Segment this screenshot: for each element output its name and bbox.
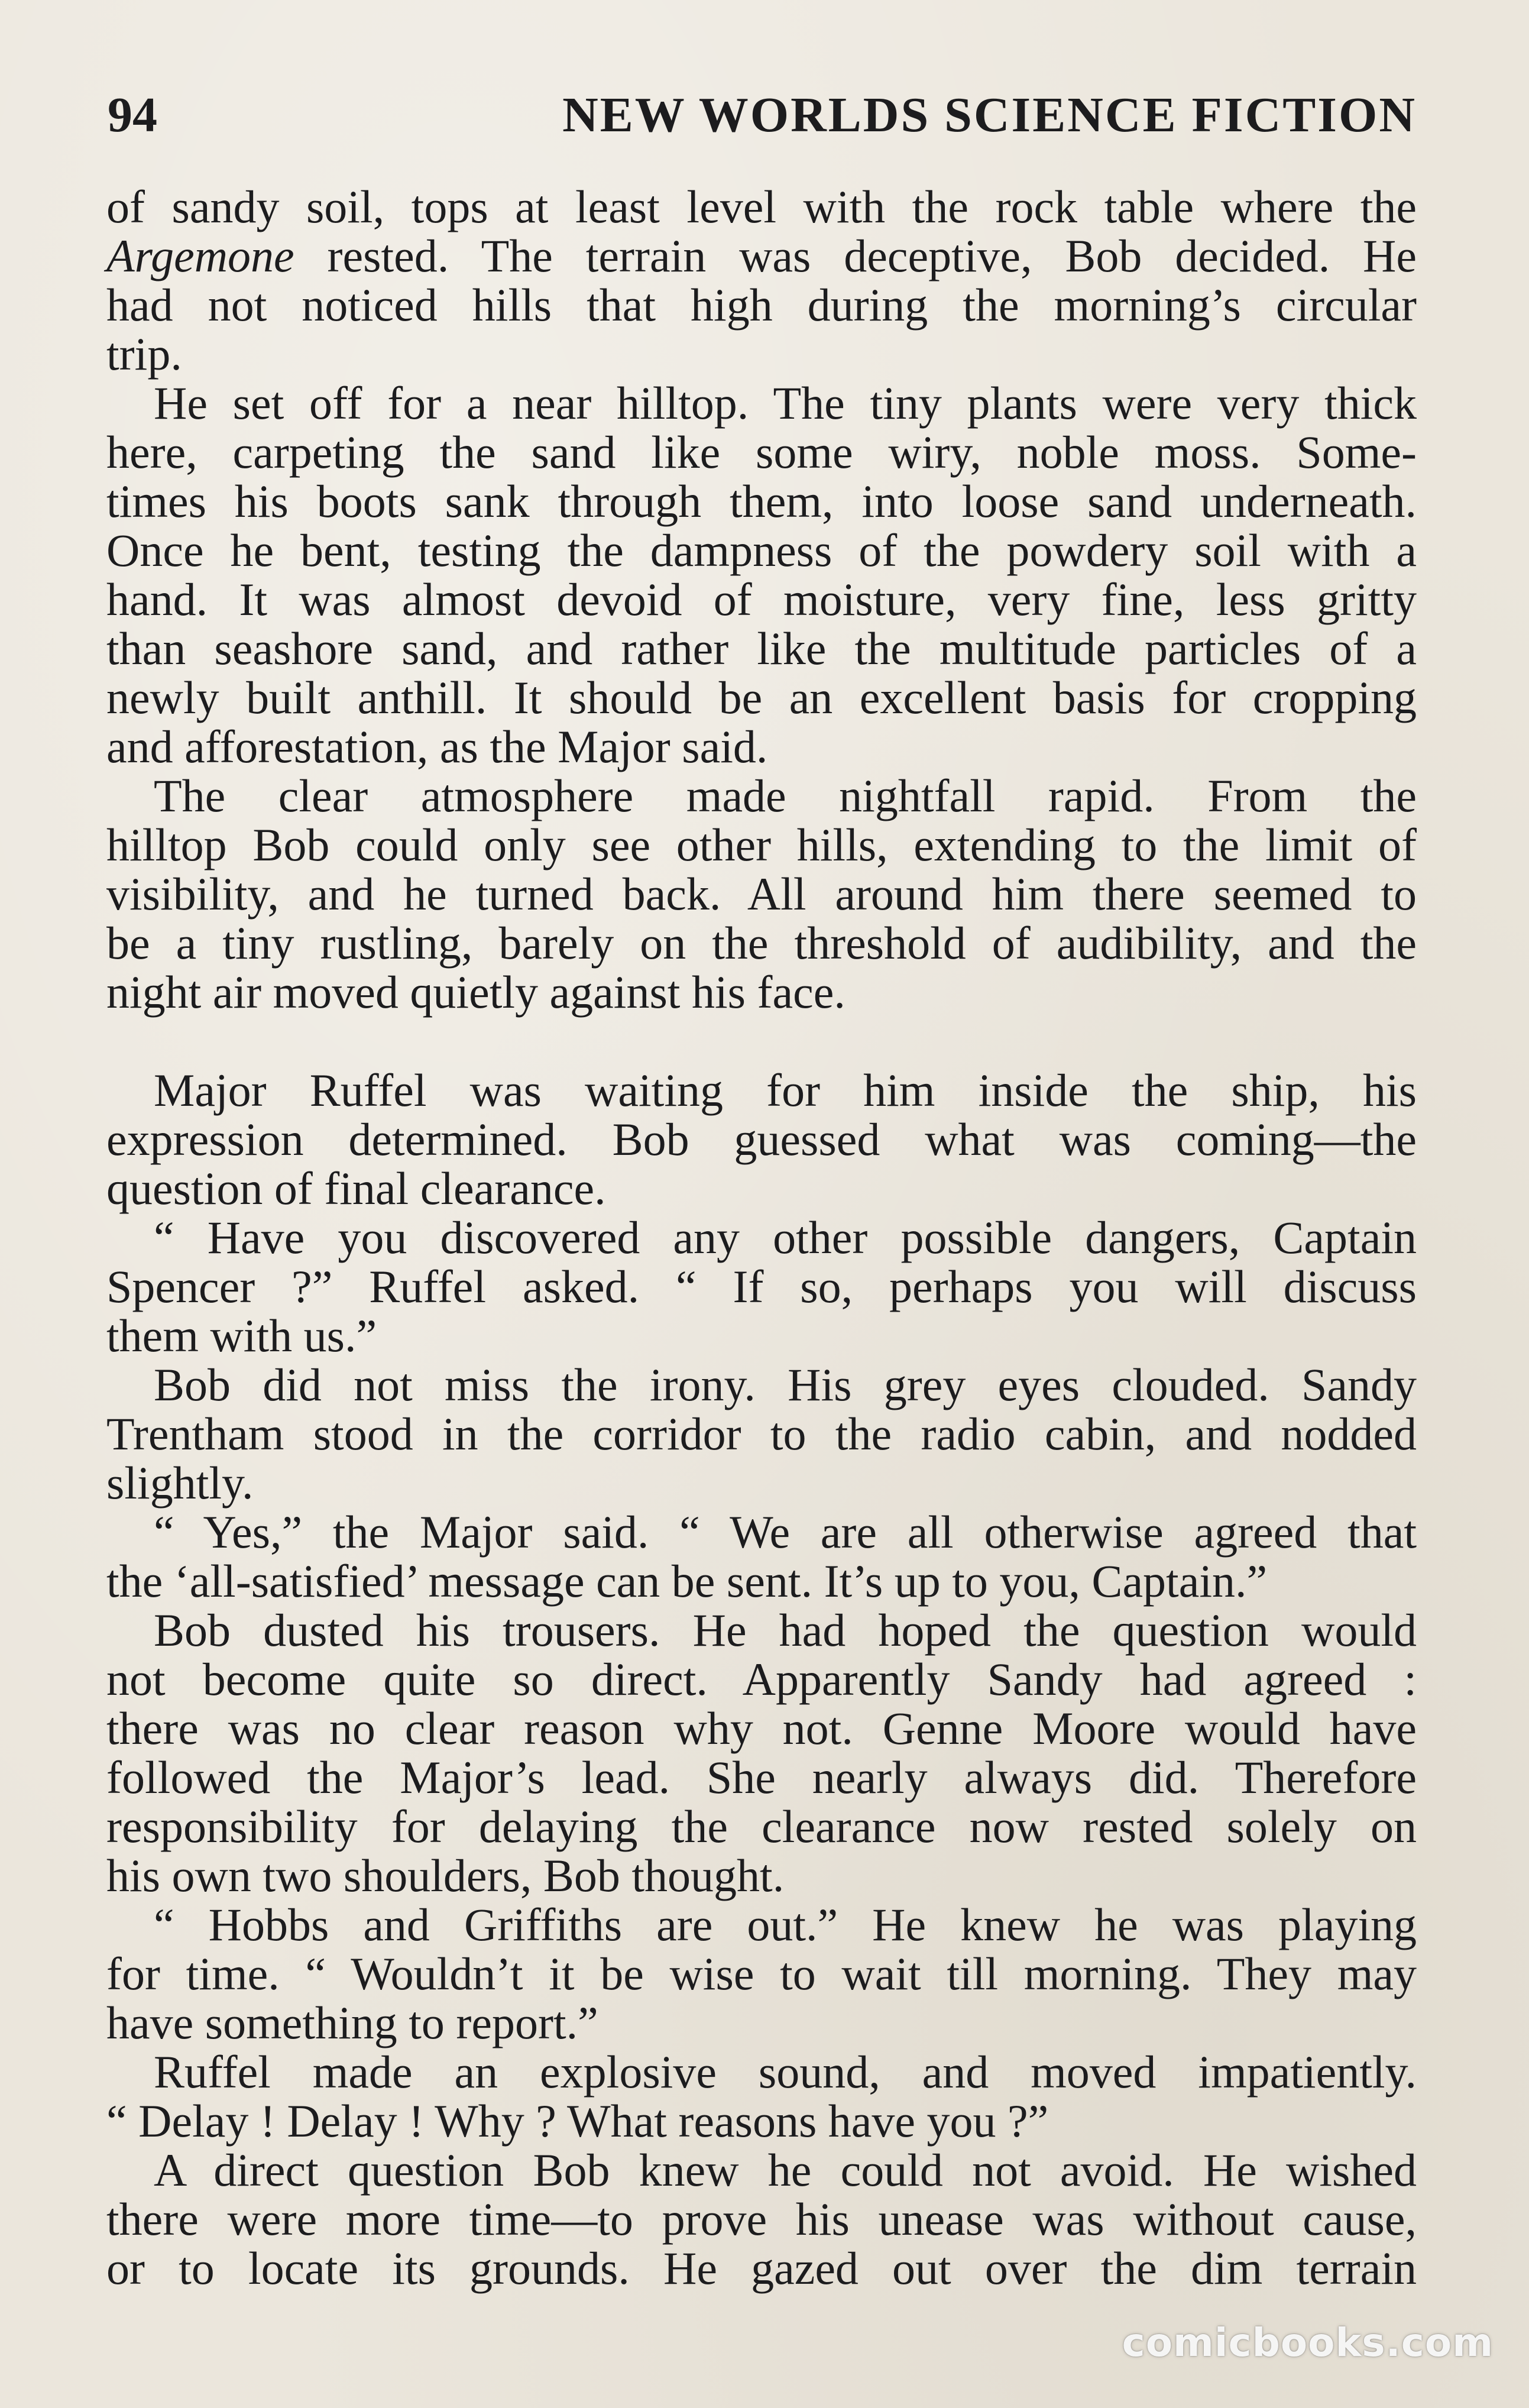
section-break <box>106 1017 1417 1066</box>
ship-name: Argemone <box>106 230 294 281</box>
text-line: hand. It was almost devoid of moisture, very fine, less gritty <box>106 574 1417 625</box>
body-text <box>106 182 1417 2293</box>
text-line: for time. “ Wouldn’t it be wise to wait till morning. They may <box>106 1948 1417 1999</box>
text-line: slightly. <box>106 1457 254 1509</box>
text-line: “ Hobbs and Griffiths are out.” He knew he was playing <box>154 1899 1417 1950</box>
text-line: not become quite so direct. Apparently Sandy had agreed : <box>106 1653 1417 1705</box>
text-line: of sandy soil, tops at least level with the rock table where the <box>106 181 1417 232</box>
text-line: followed the Major’s lead. She nearly always did. Therefore <box>106 1752 1417 1803</box>
text-line: and afforestation, as the Major said. <box>106 721 768 772</box>
text-line: question of final clearance. <box>106 1163 606 1214</box>
text-line: Major Ruffel was waiting for him inside the ship, his <box>154 1064 1417 1116</box>
text-line: trip. <box>106 328 182 380</box>
text-line: times his boots sank through them, into loose sand underneath. <box>106 475 1417 527</box>
text-line: A direct question Bob knew he could not avoid. He wished <box>154 2144 1417 2196</box>
site-watermark: comicbooks.com <box>1122 2320 1494 2365</box>
text-line: The clear atmosphere made nightfall rapid. From the <box>154 770 1417 821</box>
text-line: Argemone rested. The terrain was deceptive, Bob decided. He <box>106 230 1417 281</box>
text-line: there was no clear reason why not. Genne Moore would have <box>106 1703 1417 1754</box>
text-line: “ Delay ! Delay ! Why ? What reasons have you ?” <box>106 2095 1049 2147</box>
text-line: expression determined. Bob guessed what was coming—the <box>106 1114 1417 1165</box>
text-line: Trentham stood in the corridor to the radio cabin, and nodded <box>106 1408 1417 1459</box>
text-line: Ruffel made an explosive sound, and moved impatiently. <box>154 2046 1417 2098</box>
text-line: Once he bent, testing the dampness of the powdery soil with a <box>106 525 1417 576</box>
text-line: hilltop Bob could only see other hills, extending to the limit of <box>106 819 1417 870</box>
text-line: Spencer ?” Ruffel asked. “ If so, perhaps you will discuss <box>106 1261 1417 1312</box>
text-line: or to locate its grounds. He gazed out over the dim terrain <box>106 2242 1417 2294</box>
text-line: there were more time—to prove his unease was without cause, <box>106 2193 1417 2245</box>
page-number: 94 <box>108 88 157 143</box>
text-line: his own two shoulders, Bob thought. <box>106 1850 785 1901</box>
text-line: the ‘all-satisfied’ message can be sent. It’s up to you, Captain.” <box>106 1555 1268 1607</box>
running-head: NEW WORLDS SCIENCE FICTION <box>562 88 1417 143</box>
text-line: visibility, and he turned back. All around him there seemed to <box>106 868 1417 920</box>
text-line: night air moved quietly against his face. <box>106 966 846 1018</box>
text-line: them with us.” <box>106 1310 377 1361</box>
text-line: Bob did not miss the irony. His grey eyes clouded. Sandy <box>154 1359 1417 1410</box>
text-line: newly built anthill. It should be an excellent basis for cropping <box>106 672 1417 723</box>
text-line: had not noticed hills that high during the morning’s circular <box>106 279 1417 331</box>
text-line: Bob dusted his trousers. He had hoped the question would <box>154 1604 1417 1656</box>
text-line: responsibility for delaying the clearance now rested solely on <box>106 1801 1417 1852</box>
text-line: here, carpeting the sand like some wiry, noble moss. Some- <box>106 426 1417 478</box>
text-line: than seashore sand, and rather like the multitude particles of a <box>106 623 1417 674</box>
text-line: “ Yes,” the Major said. “ We are all otherwise agreed that <box>154 1506 1417 1558</box>
text-line: He set off for a near hilltop. The tiny plants were very thick <box>154 377 1417 429</box>
text-line: “ Have you discovered any other possible dangers, Captain <box>154 1212 1417 1263</box>
text-line: have something to report.” <box>106 1997 598 2048</box>
page-header <box>108 83 1417 148</box>
text-line: be a tiny rustling, barely on the threshold of audibility, and the <box>106 917 1417 969</box>
